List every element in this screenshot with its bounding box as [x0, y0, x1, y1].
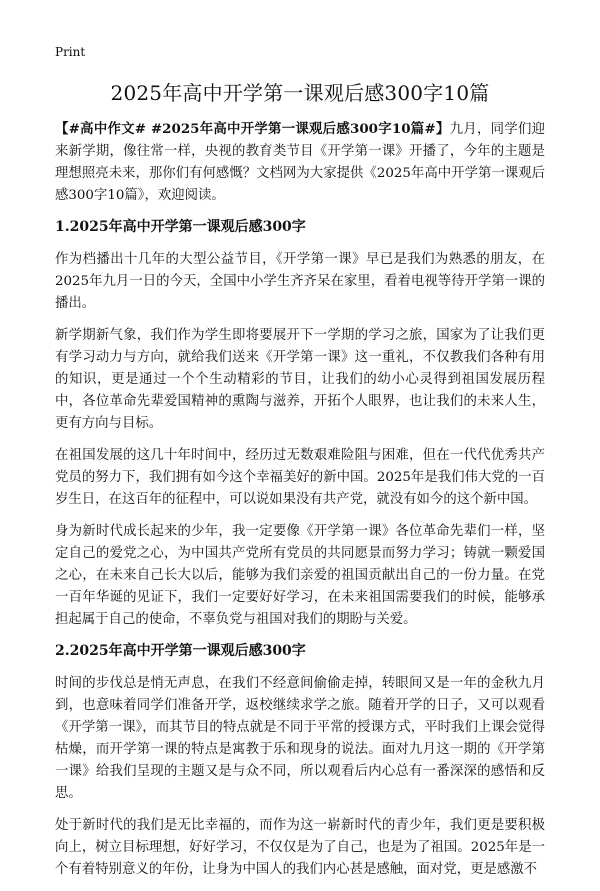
intro-tag: 【#高中作文# #2025年高中开学第一课观后感300字10篇#】: [55, 121, 450, 137]
section-heading-2: 2.2025年高中开学第一课观后感300字: [55, 643, 306, 659]
section-2-paragraph-2: 处于新时代的我们是无比幸福的，而作为这一崭新时代的青少年，我们更是要积极向上，树立目标理想，好好学习，不仅仅是为了自己，也是为了祖国。2025年是一个有着特别意义的年份，让身为中国人的我们内心甚是感触，面对党，更是感激不: [55, 818, 545, 877]
intro-paragraph: [55, 118, 545, 207]
intro-text: 九月，同学们迎来新学期，像往常一样，央视的教育类节目《开学第一课》开播了，今年的主题是理想照亮未来，那你们有何感慨？文档网为大家提供《2025年高中开学第一课观后感300字10篇》，欢迎阅读。: [55, 122, 545, 203]
print-link[interactable]: Print: [55, 45, 86, 59]
section-2-paragraph-1: 时间的步伐总是悄无声息，在我们不经意间偷偷走掉，转眼间又是一年的金秋九月到，也意味着同学们准备开学，返校继续求学之旅。随着开学的日子，又可以观看《开学第一课》，而其节目的特点就是不同于平常的授课方式，平时我们上课会觉得枯燥，而开学第一课的特点是寓教于乐和现身的说法。面对九月这一期的《开学第一课》给我们呈现的主题又是与众不同，所以观看后内心总有一番深深的感悟和反思。: [55, 676, 545, 801]
section-heading-1: 1.2025年高中开学第一课观后感300字: [55, 219, 306, 235]
section-1-paragraph-2: 新学期新气象，我们作为学生即将要展开下一学期的学习之旅，国家为了让我们更有学习动力与方向，就给我们送来《开学第一课》这一重礼，不仅教我们各种有用的知识，更是通过一个个生动精彩的节目，让我们的幼小心灵得到祖国发展历程中，各位革命先辈爱国精神的熏陶与滋养，开拓个人眼界，也让我们的未来人生，更有方向与目标。: [55, 328, 545, 431]
article-body: [55, 118, 545, 891]
section-1-paragraph-4: 身为新时代成长起来的少年，我一定要像《开学第一课》各位革命先辈们一样，坚定自己的爱党之心，为中国共产党所有党员的共同愿景而努力学习；铸就一颗爱国之心，在未来自己长大以后，能够为我们亲爱的祖国贡献出自己的一份力量。在党一百年华诞的见证下，我们一定要好好学习，在未来祖国需要我们的时候，能够承担起属于自己的使命，不辜负党与祖国对我们的期盼与关爱。: [55, 524, 545, 627]
section-1-paragraph-3: 在祖国发展的这几十年时间中，经历过无数艰难险阻与困难，但在一代代优秀共产党员的努力下，我们拥有如今这个幸福美好的新中国。2025年是我们伟大党的一百岁生日，在这百年的征程中，可以说如果没有共产党，就没有如今的这个新中国。: [55, 448, 545, 507]
section-1-paragraph-1: 作为档播出十几年的大型公益节目，《开学第一课》早已是我们为熟悉的朋友，在2025年九月一日的今天，全国中小学生齐齐呆在家里，看着电视等待开学第一课的播出。: [55, 252, 545, 311]
page-title: 2025年高中开学第一课观后感300字10篇: [110, 81, 490, 105]
